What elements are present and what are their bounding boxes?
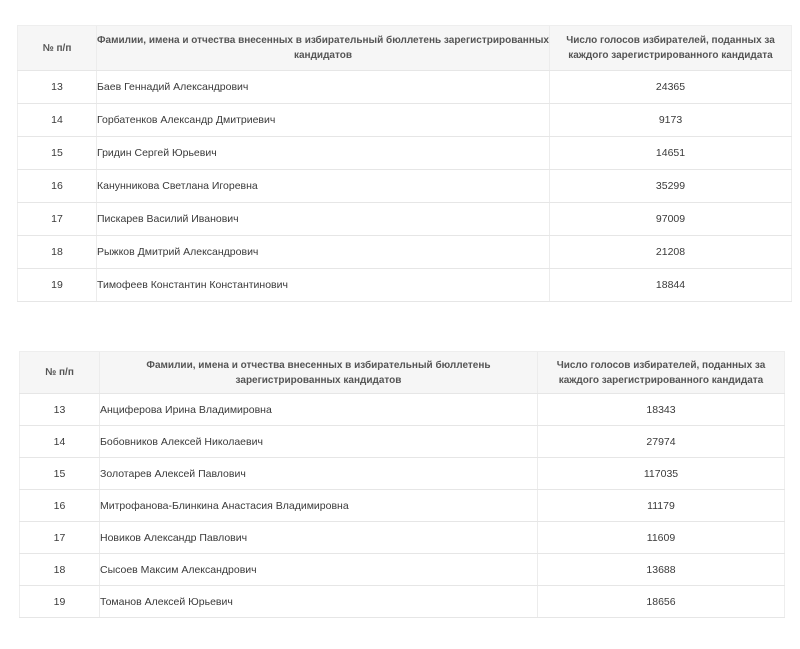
row-number: 15 bbox=[18, 137, 97, 170]
table-row bbox=[18, 269, 792, 302]
table-header-row bbox=[18, 26, 792, 71]
candidate-name: Тимофеев Константин Константинович bbox=[97, 269, 550, 302]
table-row bbox=[18, 170, 792, 203]
vote-count: 13688 bbox=[538, 554, 785, 586]
table-row bbox=[20, 522, 785, 554]
table-row bbox=[20, 490, 785, 522]
candidate-name: Сысоев Максим Александрович bbox=[100, 554, 538, 586]
table-header-row bbox=[20, 352, 785, 394]
row-number: 17 bbox=[18, 203, 97, 236]
row-number: 18 bbox=[20, 554, 100, 586]
row-number: 17 bbox=[20, 522, 100, 554]
candidate-name: Бобовников Алексей Николаевич bbox=[100, 426, 538, 458]
table-row bbox=[20, 554, 785, 586]
results-table-1 bbox=[17, 25, 792, 302]
table-row bbox=[20, 586, 785, 618]
candidate-name: Пискарев Василий Иванович bbox=[97, 203, 550, 236]
candidate-name: Митрофанова-Блинкина Анастасия Владимировна bbox=[100, 490, 538, 522]
vote-count: 9173 bbox=[550, 104, 792, 137]
table-row bbox=[18, 137, 792, 170]
candidate-name: Горбатенков Александр Дмитриевич bbox=[97, 104, 550, 137]
candidate-name: Канунникова Светлана Игоревна bbox=[97, 170, 550, 203]
vote-count: 117035 bbox=[538, 458, 785, 490]
vote-count: 11179 bbox=[538, 490, 785, 522]
vote-count: 97009 bbox=[550, 203, 792, 236]
vote-count: 18343 bbox=[538, 394, 785, 426]
vote-count: 27974 bbox=[538, 426, 785, 458]
row-number: 19 bbox=[18, 269, 97, 302]
header-number: № п/п bbox=[18, 26, 97, 71]
header-votes: Число голосов избирателей, поданных за каждого зарегистрированного кандидата bbox=[538, 352, 785, 394]
vote-count: 18844 bbox=[550, 269, 792, 302]
candidate-name: Анциферова Ирина Владимировна bbox=[100, 394, 538, 426]
candidate-name: Гридин Сергей Юрьевич bbox=[97, 137, 550, 170]
row-number: 15 bbox=[20, 458, 100, 490]
row-number: 18 bbox=[18, 236, 97, 269]
row-number: 16 bbox=[18, 170, 97, 203]
header-candidate-name: Фамилии, имена и отчества внесенных в избирательный бюллетень зарегистрированных кандидатов bbox=[100, 352, 538, 394]
table-row bbox=[18, 104, 792, 137]
table-row bbox=[18, 236, 792, 269]
results-table-2 bbox=[19, 351, 785, 618]
candidate-name: Новиков Александр Павлович bbox=[100, 522, 538, 554]
candidate-name: Рыжков Дмитрий Александрович bbox=[97, 236, 550, 269]
header-number: № п/п bbox=[20, 352, 100, 394]
table-row bbox=[20, 394, 785, 426]
vote-count: 21208 bbox=[550, 236, 792, 269]
vote-count: 35299 bbox=[550, 170, 792, 203]
candidate-name: Золотарев Алексей Павлович bbox=[100, 458, 538, 490]
vote-count: 11609 bbox=[538, 522, 785, 554]
table-row bbox=[18, 203, 792, 236]
table-row bbox=[18, 71, 792, 104]
row-number: 14 bbox=[18, 104, 97, 137]
row-number: 16 bbox=[20, 490, 100, 522]
candidate-name: Томанов Алексей Юрьевич bbox=[100, 586, 538, 618]
vote-count: 18656 bbox=[538, 586, 785, 618]
header-votes: Число голосов избирателей, поданных за каждого зарегистрированного кандидата bbox=[550, 26, 792, 71]
row-number: 13 bbox=[18, 71, 97, 104]
table-row bbox=[20, 458, 785, 490]
vote-count: 14651 bbox=[550, 137, 792, 170]
row-number: 13 bbox=[20, 394, 100, 426]
vote-count: 24365 bbox=[550, 71, 792, 104]
header-candidate-name: Фамилии, имена и отчества внесенных в избирательный бюллетень зарегистрированных кандидатов bbox=[97, 26, 550, 71]
table-row bbox=[20, 426, 785, 458]
row-number: 19 bbox=[20, 586, 100, 618]
row-number: 14 bbox=[20, 426, 100, 458]
candidate-name: Баев Геннадий Александрович bbox=[97, 71, 550, 104]
